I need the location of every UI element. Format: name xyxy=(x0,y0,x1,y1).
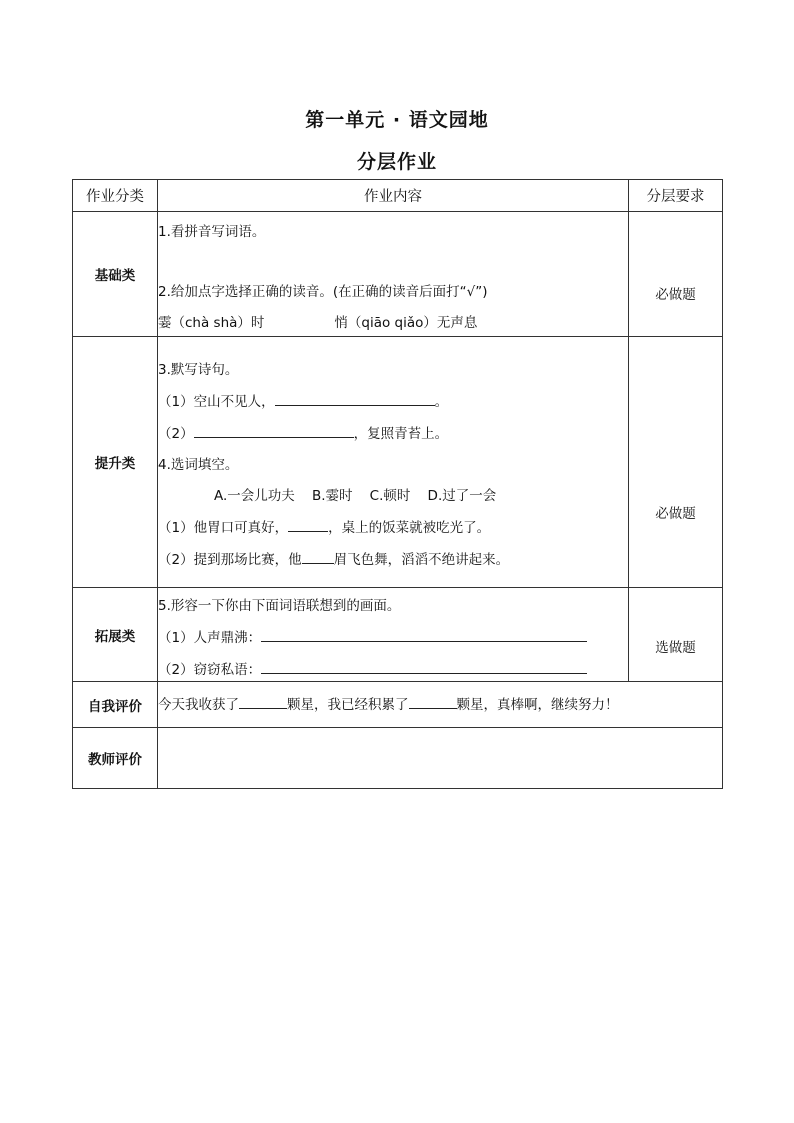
question-1: 1.看拼音写词语。 xyxy=(158,223,266,240)
reading-options-b: （qiāo qiǎo）无声息 xyxy=(347,314,478,331)
dotted-char-b: 悄 xyxy=(334,314,348,331)
answer-blank[interactable] xyxy=(194,423,354,438)
question-4-options: A.一会儿功夫 B.霎时 C.顿时 D.过了一会 xyxy=(214,488,497,504)
page-title: 第一单元 · 语文园地 xyxy=(305,109,489,131)
answer-blank[interactable] xyxy=(302,549,334,564)
homework-table xyxy=(72,179,723,789)
header-category: 作业分类 xyxy=(73,180,158,212)
header-requirement: 分层要求 xyxy=(629,180,723,212)
question-5-2 xyxy=(158,659,628,680)
requirement-basic-label: 必做题 xyxy=(655,286,696,303)
self-text-b: 颗星，我已经积累了 xyxy=(287,697,409,713)
requirement-extend xyxy=(629,588,723,682)
question-3: 3.默写诗句。 xyxy=(158,362,239,378)
q3-2-suffix: ，复照青苔上。 xyxy=(353,426,449,442)
self-text-a: 今天我收获了 xyxy=(158,697,239,713)
self-text-c: 颗星，真棒啊，继续努力！ xyxy=(456,697,619,713)
answer-blank[interactable] xyxy=(239,694,287,709)
table-row-advance xyxy=(73,337,723,588)
question-4-1 xyxy=(158,517,628,538)
requirement-extend-label: 选做题 xyxy=(655,639,696,656)
table-row-self xyxy=(73,682,723,728)
q4-2-prefix: （2）提到那场比赛，他 xyxy=(158,552,302,568)
q3-1-prefix: （1）空山不见人， xyxy=(158,394,275,410)
content-extend xyxy=(158,588,629,682)
q5-2-label: （2）窃窃私语： xyxy=(158,661,262,678)
table-row-extend xyxy=(73,588,723,682)
q4-2-suffix: 眉飞色舞，滔滔不绝讲起来。 xyxy=(333,552,510,568)
question-4-2 xyxy=(158,549,628,570)
content-basic xyxy=(158,212,629,337)
requirement-advance xyxy=(629,337,723,588)
question-2-options xyxy=(158,313,628,333)
question-2: 2.给加点字选择正确的读音。(在正确的读音后面打“√”) xyxy=(158,283,488,300)
content-teacher[interactable] xyxy=(158,728,723,789)
content-advance xyxy=(158,337,629,588)
answer-blank[interactable] xyxy=(261,659,587,674)
category-basic: 基础类 xyxy=(73,212,158,337)
answer-blank[interactable] xyxy=(261,627,587,642)
question-4: 4.选词填空。 xyxy=(158,457,239,473)
question-3-1 xyxy=(158,391,628,412)
self-evaluation-text xyxy=(158,694,722,715)
answer-blank[interactable] xyxy=(275,391,435,406)
reading-options-a: （chà shà）时 xyxy=(171,314,265,331)
table-row-basic xyxy=(73,212,723,337)
question-5: 5.形容一下你由下面词语联想到的画面。 xyxy=(158,597,401,614)
answer-blank[interactable] xyxy=(288,517,328,532)
q3-1-suffix: 。 xyxy=(434,394,449,410)
category-advance: 提升类 xyxy=(73,337,158,588)
q5-1-label: （1）人声鼎沸： xyxy=(158,629,262,646)
q4-1-prefix: （1）他胃口可真好， xyxy=(158,520,289,536)
answer-blank[interactable] xyxy=(409,694,457,709)
dotted-char-a: 霎 xyxy=(158,314,172,331)
category-extend: 拓展类 xyxy=(73,588,158,682)
question-3-2 xyxy=(158,423,628,444)
content-self xyxy=(158,682,723,728)
question-5-1 xyxy=(158,627,628,648)
page-subtitle: 分层作业 xyxy=(356,151,437,173)
category-self: 自我评价 xyxy=(73,682,158,728)
table-row-teacher xyxy=(73,728,723,789)
category-teacher: 教师评价 xyxy=(73,728,158,789)
requirement-advance-label: 必做题 xyxy=(655,506,696,522)
requirement-basic xyxy=(629,212,723,337)
header-content: 作业内容 xyxy=(158,180,629,212)
table-header-row xyxy=(73,180,723,212)
q4-1-suffix: ，桌上的饭菜就被吃光了。 xyxy=(328,520,491,536)
q3-2-prefix: （2） xyxy=(158,426,194,442)
